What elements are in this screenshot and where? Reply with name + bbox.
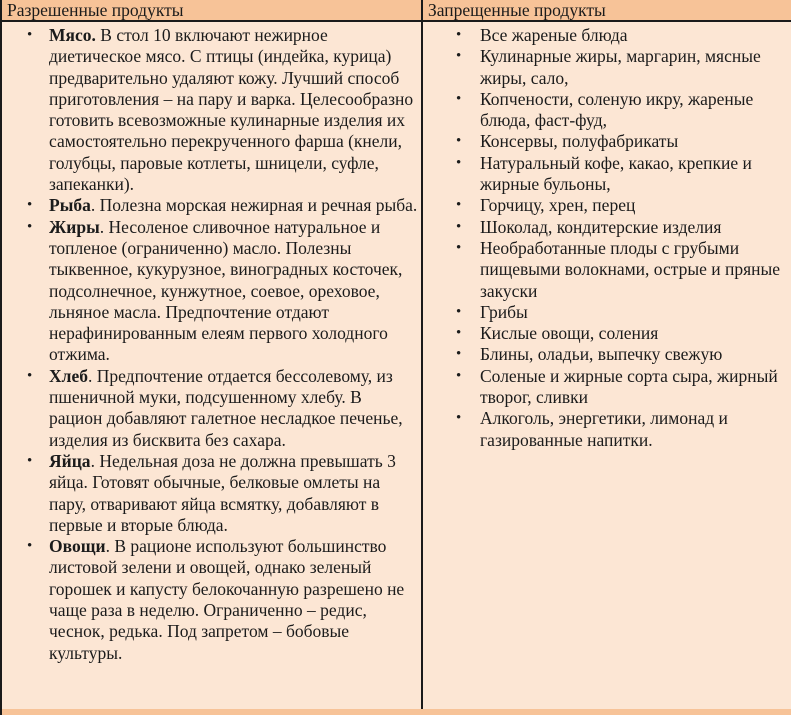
forbidden-products-header: Запрещенные продукты: [423, 0, 791, 22]
list-item: [454, 89, 788, 132]
item-term: Жиры: [49, 216, 100, 237]
list-item: [454, 408, 788, 451]
list-item: [454, 366, 788, 409]
list-item: [454, 344, 788, 365]
item-text: Блины, оладьи, выпечку свежую: [480, 344, 723, 365]
list-item: [454, 46, 788, 89]
list-item: [25, 217, 418, 366]
list-item: [454, 238, 788, 302]
allowed-products-list: [2, 25, 421, 664]
list-item: [25, 536, 418, 664]
list-item: [25, 366, 418, 451]
item-text: Алкоголь, энергетики, лимонад и газированные напитки.: [480, 408, 728, 450]
item-term: Мясо.: [49, 25, 96, 45]
list-item: [454, 302, 788, 323]
item-text: . Полезна морская нежирная и речная рыба.: [90, 195, 418, 216]
item-text: . Недельная доза не должна превышать 3 яйца. Готовят обычные, белковые омлеты на пару, отваривают яйца всмятку, добавляют в первые и вторые блюда.: [49, 450, 396, 535]
item-text: Копчености, соленую икру, жареные блюда, фаст-фуд,: [480, 88, 754, 131]
list-item: [25, 25, 418, 195]
item-text: Кулинарные жиры, маргарин, мясные жиры, сало,: [480, 46, 761, 88]
item-term: Овощи: [49, 536, 106, 557]
forbidden-products-column: [423, 0, 791, 715]
item-text: Консервы, полуфабрикаты: [480, 131, 679, 152]
list-item: [454, 323, 788, 344]
item-text: Соленые и жирные сорта сыра, жирный творог, сливки: [480, 365, 778, 408]
list-item: [454, 217, 788, 238]
item-text: Горчицу, хрен, перец: [480, 195, 636, 216]
item-term: Рыба: [49, 195, 91, 216]
list-item: [454, 153, 788, 196]
item-text: Все жареные блюда: [480, 25, 628, 45]
list-item: [25, 451, 418, 536]
forbidden-products-list: [423, 25, 791, 451]
item-text: Грибы: [480, 301, 528, 322]
item-text: . В рационе используют большинство листовой зелени и овощей, однако зеленый горошек и капусту белокочанную разрешено не чаще раза в неделю. Ограниченно – редис, чеснок, редька. Под запретом – бобовые культуры.: [49, 536, 405, 663]
list-item: [454, 25, 788, 46]
item-text: Кислые овощи, соления: [480, 323, 659, 344]
list-item: [454, 195, 788, 216]
item-text: В стол 10 включают нежирное диетическое мясо. С птицы (индейка, курица) предварительно удаляют кожу. Лучший способ приготовления – на пару и варка. Целесообразно готовить всевозможные кулинарные изделия их самостоятельно перекрученного фарша (кнели, голубцы, паровые котлеты, шницели, суфле, запеканки).: [49, 25, 414, 195]
item-term: Яйца: [49, 450, 91, 471]
list-item: [25, 195, 418, 216]
item-text: Шоколад, кондитерские изделия: [480, 216, 722, 237]
list-item: [454, 131, 788, 152]
item-term: Хлеб: [49, 365, 88, 386]
item-text: Необработанные плоды с грубыми пищевыми волокнами, острые и пряные закуски: [480, 237, 781, 301]
allowed-products-header: Разрешенные продукты: [2, 0, 421, 22]
item-text: . Предпочтение отдается бессолевому, из пшеничной муки, подсушенному хлебу. В рацион добавляют галетное несладкое печенье, изделия из бисквита без сахара.: [49, 365, 403, 450]
allowed-products-column: [2, 0, 423, 715]
item-text: Натуральный кофе, какао, крепкие и жирные бульоны,: [480, 152, 752, 195]
next-row-edge: [2, 709, 791, 715]
item-text: . Несоленое сливочное натуральное и топленое (ограниченно) масло. Полезны тыквенное, кукурузное, виноградных косточек, подсолнечное, кунжутное, соевое, ореховое, льняное масла. Предпочтение отдают нерафинированным елеям первого холодного отжима.: [49, 216, 403, 365]
